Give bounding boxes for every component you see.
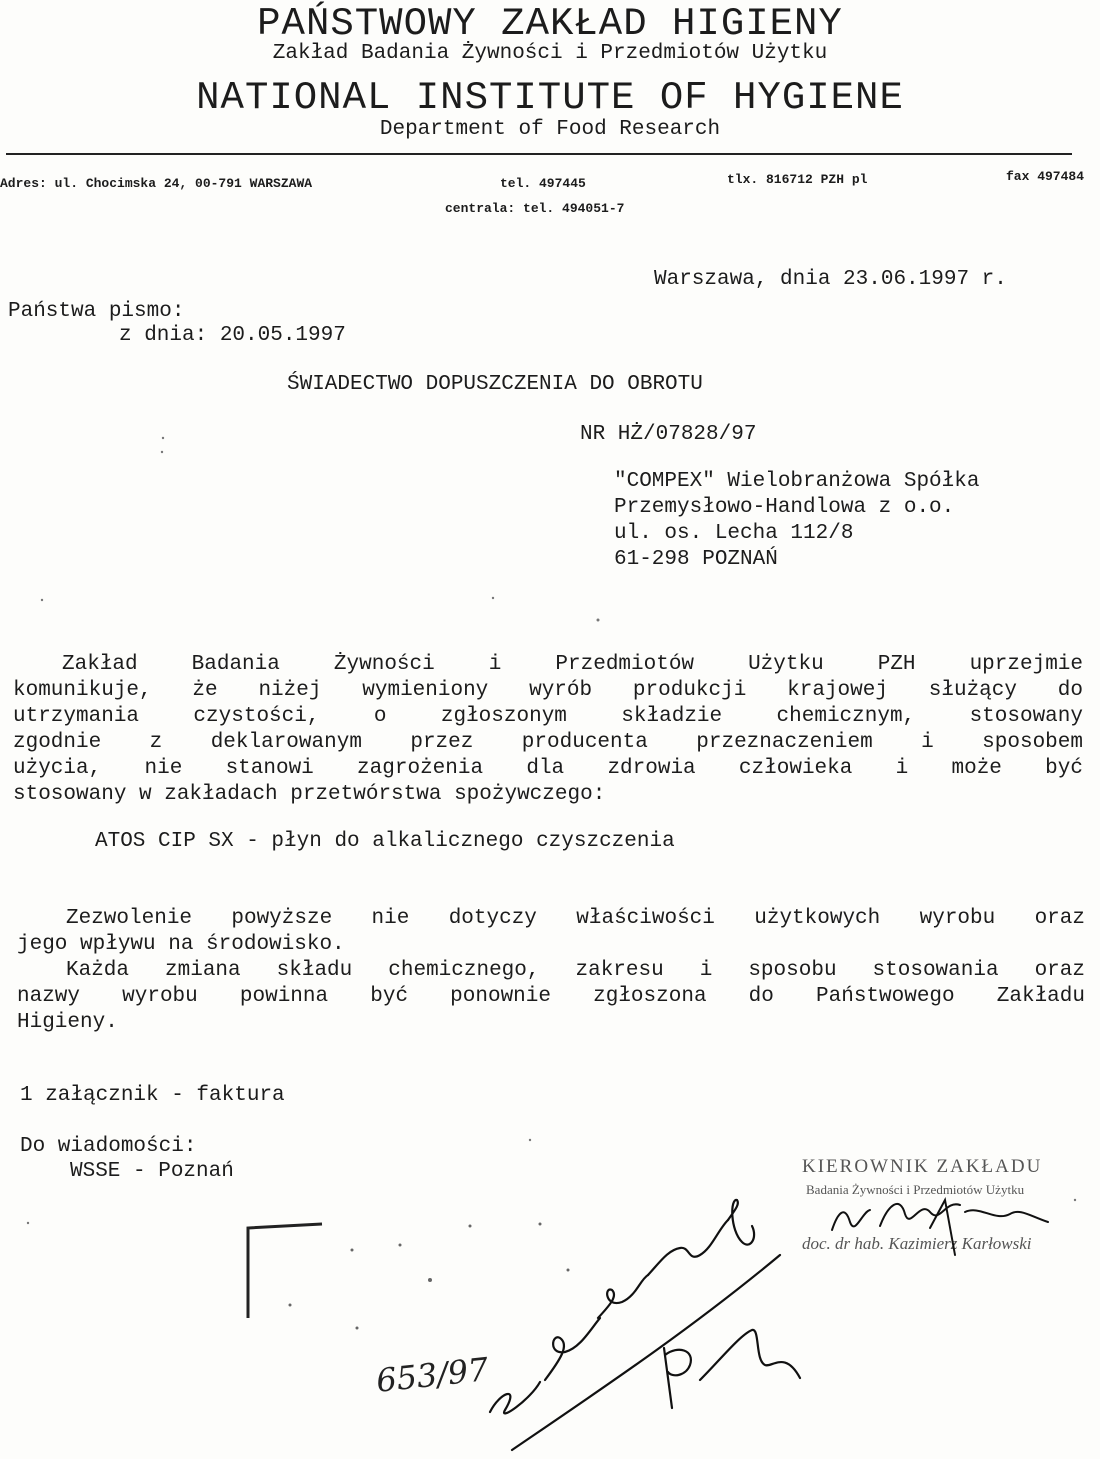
paragraph-line: zgodnie z deklarowanym przez producenta przeznaczeniem i sposobem — [13, 731, 1083, 754]
paragraph-line: utrzymania czystości, o zgłoszonym składzie chemicznym, stosowany — [13, 705, 1083, 728]
stamp-person: doc. dr hab. Kazimierz Karłowski — [802, 1234, 1032, 1253]
department-name-en: Department of Food Research — [379, 118, 721, 141]
cc-label: Do wiadomości: — [20, 1135, 197, 1158]
paragraph-line: Higieny. — [17, 1011, 118, 1034]
paper-specks — [27, 437, 1076, 1224]
paragraph-line: Zakład Badania Żywności i Przedmiotów Użytku PZH uprzejmie — [62, 653, 1083, 676]
institute-name-en: NATIONAL INSTITUTE OF HYGIENE — [196, 76, 904, 120]
paragraph-line: jego wpływu na środowisko. — [17, 933, 345, 956]
paragraph-line: Każda zmiana składu chemicznego, zakresu i sposobu stosowania oraz — [66, 959, 1085, 982]
recipient-line: "COMPEX" Wielobranżowa Spółka — [614, 470, 980, 493]
paragraph-line: nazwy wyrobu powinna być ponownie zgłoszona do Państwowego Zakładu — [17, 985, 1085, 1008]
institute-name-pl: PAŃSTWOWY ZAKŁAD HIGIENY — [257, 2, 843, 46]
contact-fax: fax 497484 — [1006, 169, 1085, 184]
recipient-line: 61-298 POZNAŃ — [614, 548, 778, 571]
paragraph-line: użycia, nie stanowi zagrożenia dla zdrowia człowieka i może być — [13, 757, 1083, 780]
director-signature — [832, 1200, 1048, 1255]
paragraph-line: komunikuje, że niżej wymieniony wyrób produkcji krajowej służący do — [13, 679, 1083, 702]
reference-label: Państwa pismo: — [8, 300, 185, 323]
contact-address: Adres: ul. Chocimska 24, 00-791 WARSZAWA — [0, 176, 313, 191]
reference-date: z dnia: 20.05.1997 — [119, 324, 346, 347]
stamp-box-dots — [289, 1223, 570, 1330]
attachment-note: 1 załącznik - faktura — [20, 1084, 285, 1107]
date-line: Warszawa, dnia 23.06.1997 r. — [654, 268, 1007, 291]
recipient-line: ul. os. Lecha 112/8 — [614, 522, 854, 545]
signature-handwritten — [490, 1200, 800, 1450]
stamp-title: KIEROWNIK ZAKŁADU — [802, 1156, 1043, 1177]
stamp-box-outline — [248, 1224, 322, 1318]
paragraph-line: stosowany w zakładach przetwórstwa spożywczego: — [13, 783, 606, 806]
stamp-department: Badania Żywności i Przedmiotów Użytku — [806, 1182, 1025, 1197]
contact-central: centrala: tel. 494051-7 — [445, 201, 625, 216]
department-name-pl: Zakład Badania Żywności i Przedmiotów Użytku — [272, 42, 828, 65]
recipient-line: Przemysłowo-Handlowa z o.o. — [614, 496, 955, 519]
cc-item: WSSE - Poznań — [70, 1160, 234, 1183]
certificate-number: NR HŻ/07828/97 — [580, 423, 757, 446]
product-name: ATOS CIP SX - płyn do alkalicznego czyszczenia — [95, 830, 675, 853]
handwritten-number: 653/97 — [374, 1350, 491, 1400]
paragraph-line: Zezwolenie powyższe nie dotyczy właściwości użytkowych wyrobu oraz — [66, 907, 1085, 930]
contact-telex: tlx. 816712 PZH pl — [727, 172, 868, 187]
document-title: ŚWIADECTWO DOPUSZCZENIA DO OBROTU — [287, 373, 703, 396]
contact-tel: tel. 497445 — [500, 176, 586, 191]
